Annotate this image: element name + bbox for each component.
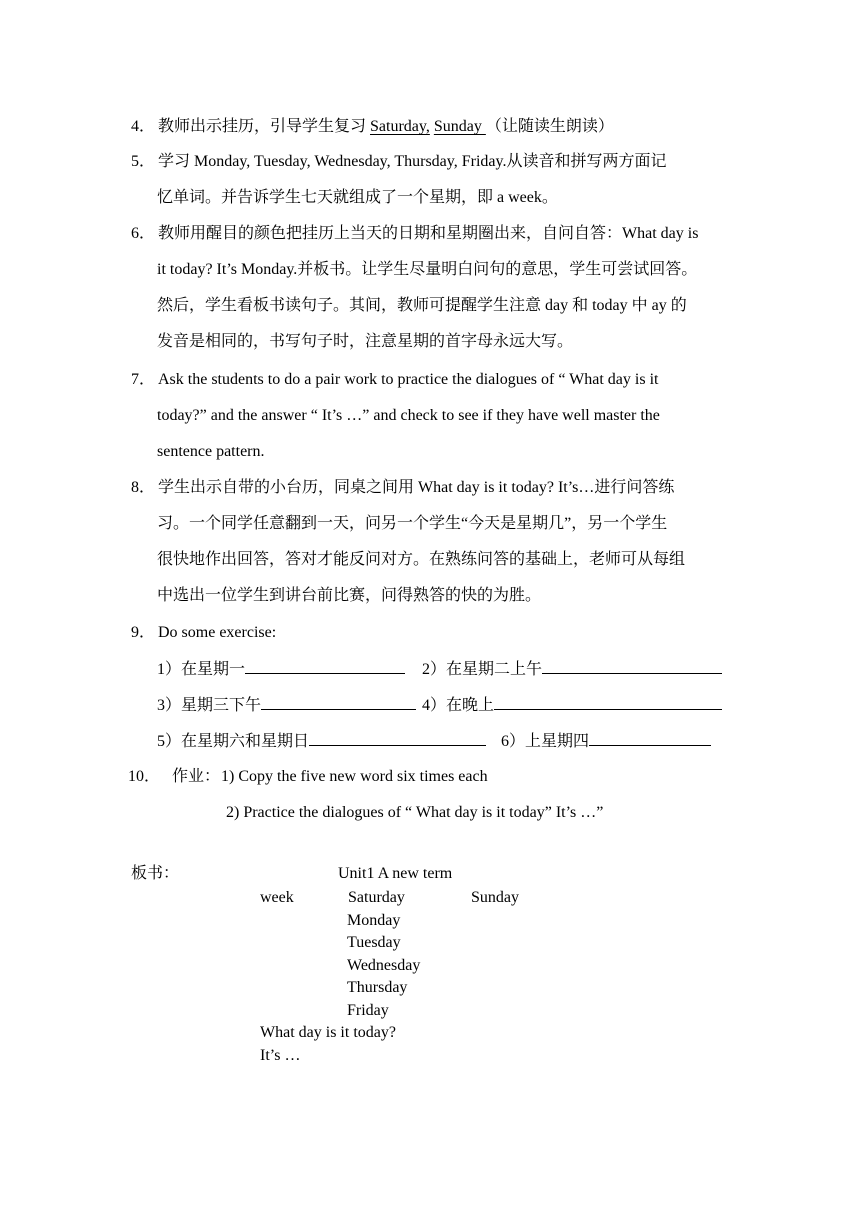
board-title: Unit1 A new term <box>338 865 453 882</box>
answer-blank <box>542 659 722 674</box>
item-text-line: Ask the students to do a pair work to practice the dialogues of “ What day is it <box>158 371 659 388</box>
board-question: What day is it today? <box>260 1024 396 1041</box>
item-text-line: 发音是相同的，书写句子时，注意星期的首字母永远大写。 <box>157 333 574 350</box>
item-text-line: 中选出一位学生到讲台前比赛，问得熟答的快的为胜。 <box>157 587 542 604</box>
board-day: Friday <box>347 1001 389 1019</box>
board-label: 板书： <box>131 865 180 882</box>
exercise-label: 4）在晚上 <box>422 697 495 714</box>
homework-number: 10． <box>128 768 161 785</box>
item-text-line: 学生出示自带的小台历，同桌之间用 What day is it today? It’s…进行问答练 <box>158 479 675 496</box>
exercise-item <box>157 695 416 716</box>
board-answer: It’s … <box>260 1047 301 1064</box>
answer-blank <box>261 695 416 710</box>
item-number: 4． <box>131 118 156 135</box>
underlined-word: Saturday, <box>370 118 430 135</box>
item-text-line <box>158 117 614 137</box>
exercise-label: 3）星期三下午 <box>157 697 262 714</box>
item-text-line: it today? It’s Monday.并板书。让学生尽量明白问句的意思，学生可尝试回答。 <box>157 261 698 278</box>
exercise-label: 5）在星期六和星期日 <box>157 733 310 750</box>
exercise-item <box>501 731 711 752</box>
board-day: Wednesday <box>347 956 421 974</box>
exercise-item <box>157 659 405 680</box>
board-day: Saturday <box>348 889 405 906</box>
exercise-item <box>157 731 486 752</box>
answer-blank <box>494 695 722 710</box>
item-number: 9． <box>131 624 156 641</box>
item-text-line: sentence pattern. <box>157 443 265 460</box>
homework-line: 1) Copy the five new word six times each <box>221 768 488 785</box>
answer-blank <box>245 659 405 674</box>
item-text-line: 然后，学生看板书读句子。其间，教师可提醒学生注意 day 和 today 中 ay 的 <box>157 297 687 314</box>
item-text-line: Do some exercise: <box>158 624 277 641</box>
item-number: 8． <box>131 479 156 496</box>
homework-line: 2) Practice the dialogues of “ What day is it today” It’s …” <box>226 804 604 821</box>
text-run: 教师出示挂历，引导学生复习 <box>158 118 371 135</box>
exercise-label: 2）在星期二上午 <box>422 661 543 678</box>
item-text-line: 习。一个同学任意翻到一天，问另一个学生“今天是星期几”，另一个学生 <box>157 515 668 532</box>
item-text-line: 学习 Monday, Tuesday, Wednesday, Thursday, Friday.从读音和拼写两方面记 <box>158 153 667 170</box>
item-number: 5． <box>131 153 156 170</box>
underlined-word: Sunday <box>433 118 486 135</box>
answer-blank <box>309 731 486 746</box>
exercise-item <box>422 695 722 716</box>
board-day: Sunday <box>471 889 519 906</box>
item-text-line: 很快地作出回答，答对才能反问对方。在熟练问答的基础上，老师可从每组 <box>157 551 686 568</box>
board-day: Tuesday <box>347 934 401 951</box>
exercise-label: 1）在星期一 <box>157 661 246 678</box>
item-number: 6． <box>131 225 156 242</box>
item-text-line: today?” and the answer “ It’s …” and check to see if they have well master the <box>157 407 660 424</box>
exercise-label: 6）上星期四 <box>501 733 590 750</box>
item-text-line: 忆单词。并告诉学生七天就组成了一个星期，即 a week。 <box>157 189 558 206</box>
board-day: Monday <box>347 911 401 929</box>
item-text-line: 教师用醒目的颜色把挂历上当天的日期和星期圈出来，自问自答：What day is <box>158 225 699 242</box>
board-day: Thursday <box>347 979 408 996</box>
item-number: 7． <box>131 371 156 388</box>
text-run: （让随读生朗读） <box>485 118 614 135</box>
board-word: week <box>260 889 294 906</box>
exercise-item <box>422 659 722 680</box>
answer-blank <box>589 731 711 746</box>
homework-label: 作业： <box>172 768 221 785</box>
